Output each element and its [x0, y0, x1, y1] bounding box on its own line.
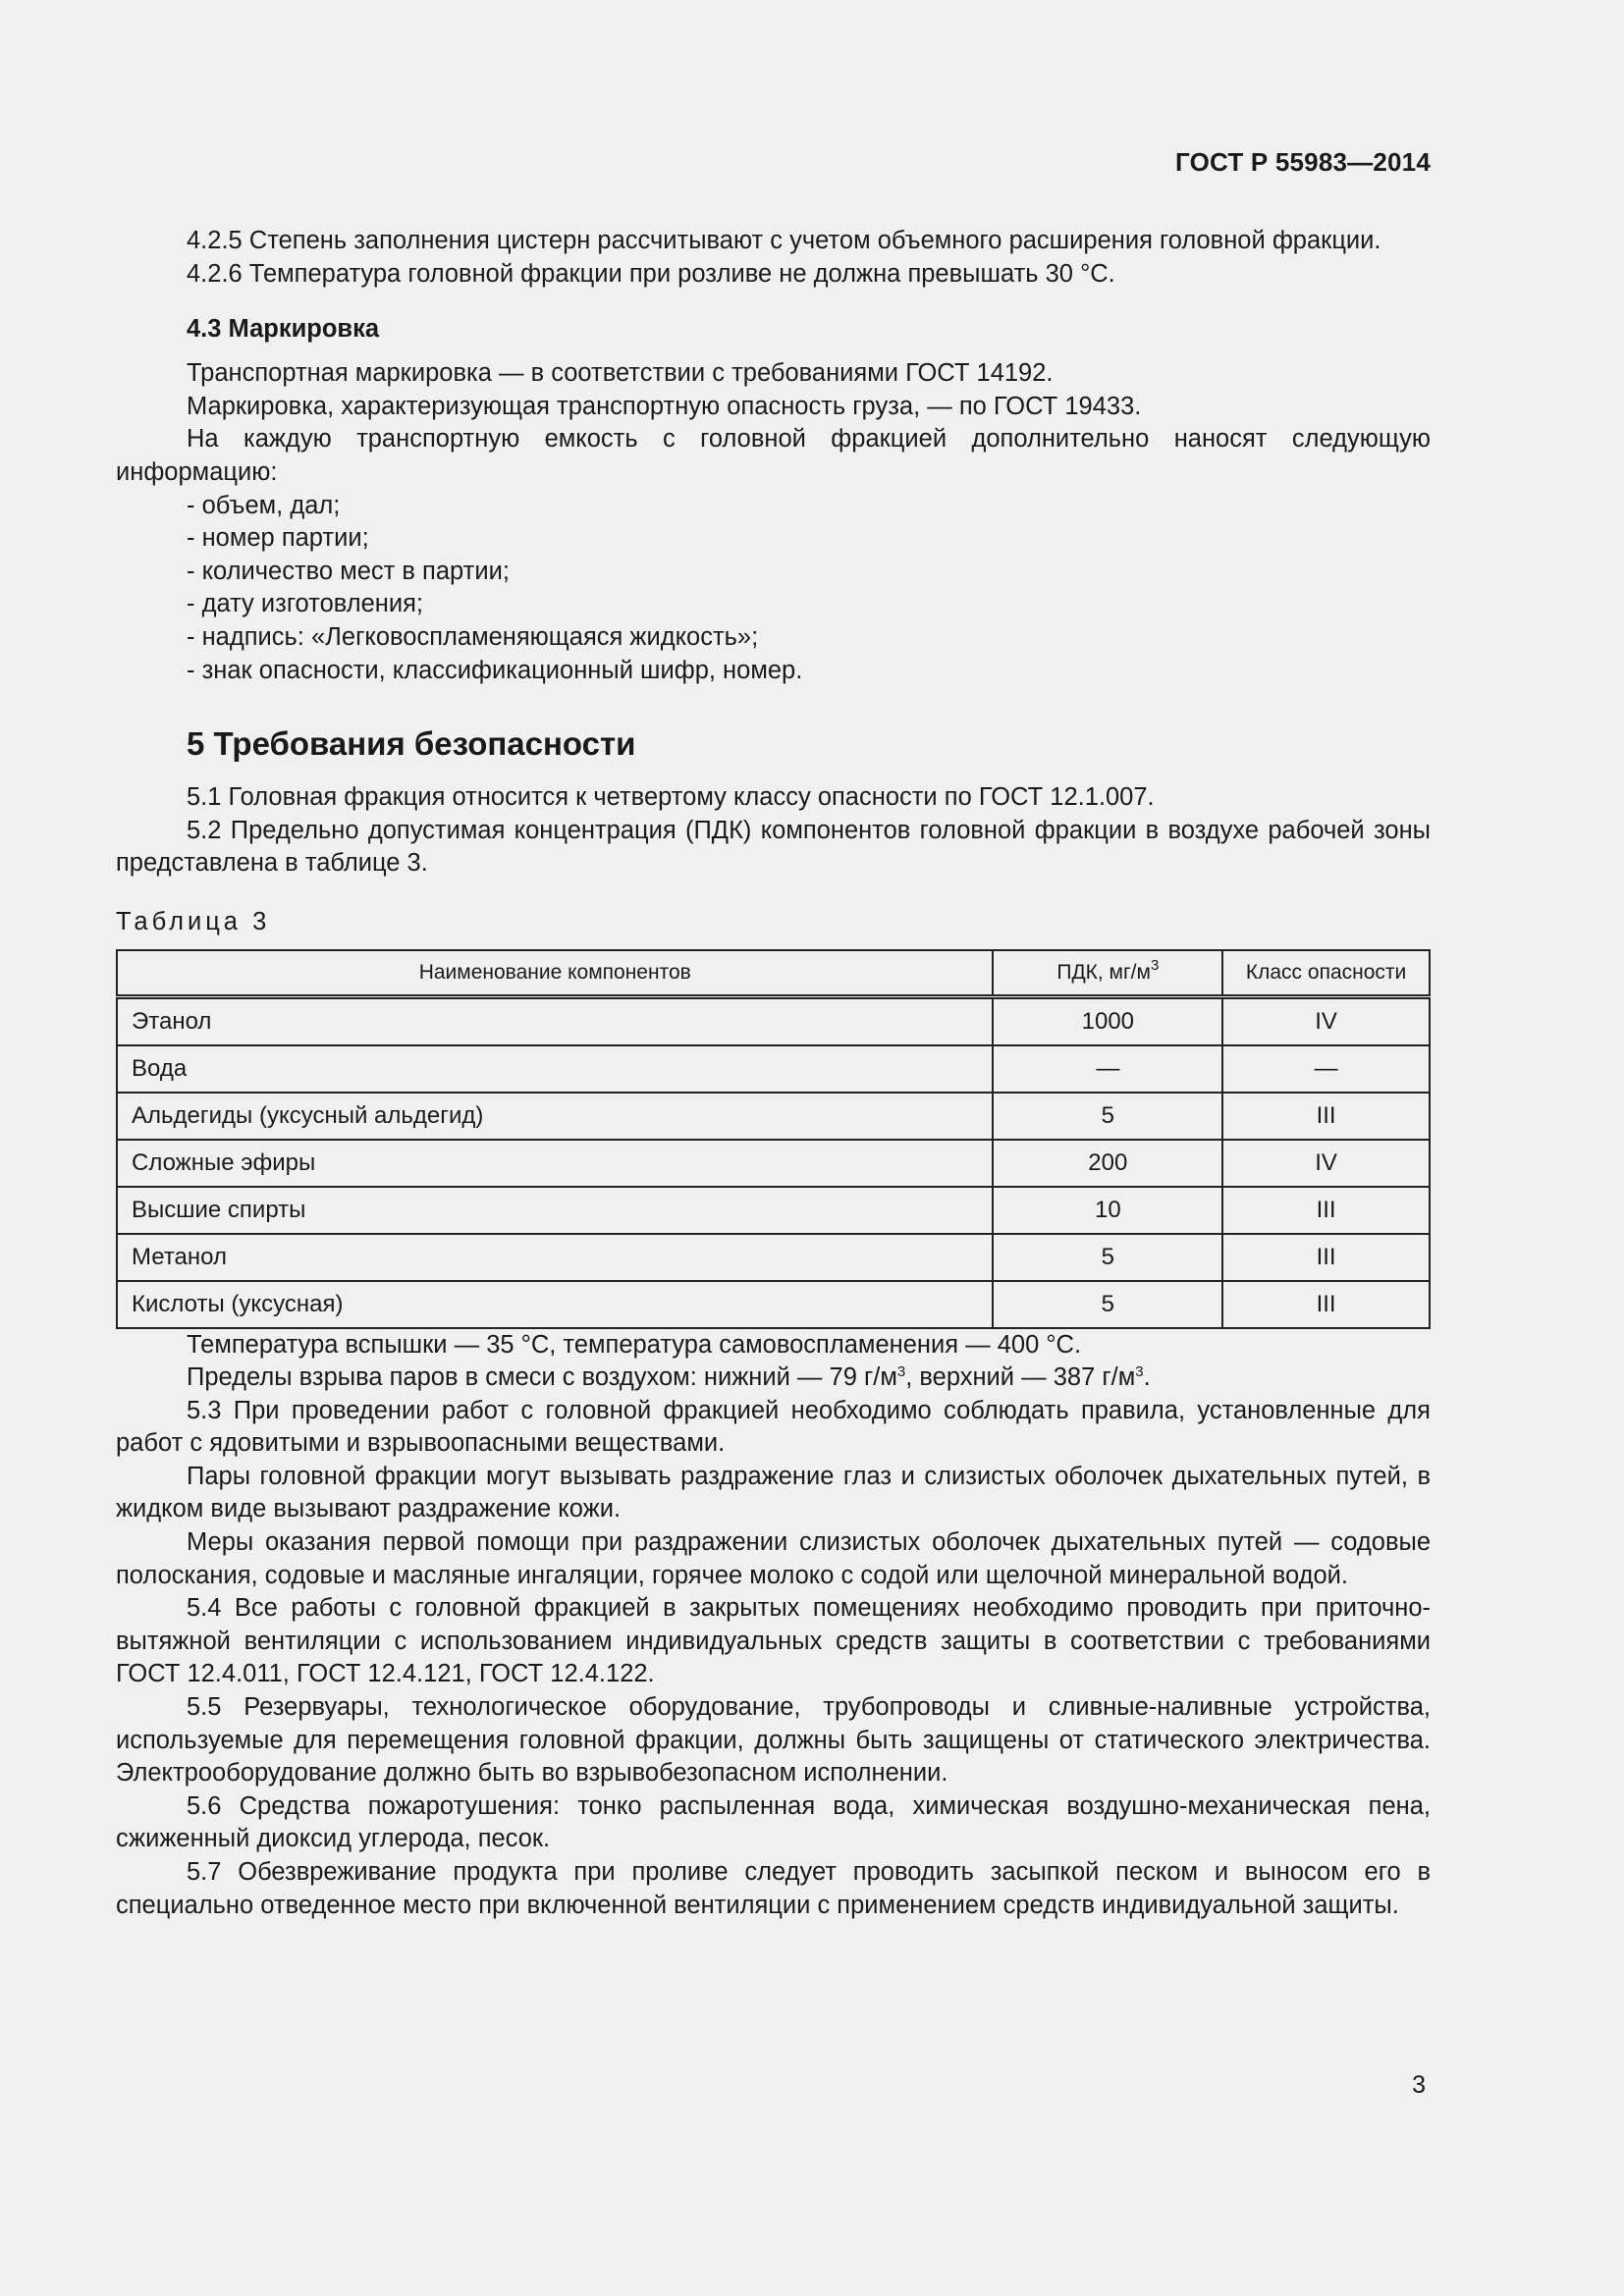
- pdk-value: 200: [993, 1140, 1222, 1187]
- explosion-text-c: .: [1143, 1363, 1151, 1392]
- paragraph-4-2-5: 4.2.5 Степень заполнения цистерн рассчитывают с учетом объемного расширения головной фракции.: [187, 227, 1381, 254]
- marking-paragraph: Маркировка, характеризующая транспортную опасность груза, — по ГОСТ 19433.: [187, 392, 1142, 420]
- paragraph-4-2-6: 4.2.6 Температура головной фракции при розливе не должна превышать 30 °С.: [187, 259, 1115, 288]
- table-header-row: [117, 950, 1430, 997]
- component-name: Альдегиды (уксусный альдегид): [117, 1093, 993, 1140]
- table-row: [117, 1093, 1430, 1140]
- vapors-paragraph: Пары головной фракции могут вызывать раздражение глаз и слизистых оболочек дыхательных путей, в жидком виде вызывают раздражение кожи.: [116, 1462, 1431, 1523]
- component-name: Высшие спирты: [117, 1187, 993, 1234]
- pdk-header-exponent: 3: [1150, 956, 1160, 974]
- marking-list-item: - дату изготовления;: [187, 590, 423, 618]
- marking-paragraph: На каждую транспортную емкость с головной фракцией дополнительно наносят следующую информацию:: [116, 425, 1431, 486]
- marking-list-item: - знак опасности, классификационный шифр, номер.: [187, 656, 803, 684]
- first-aid-paragraph: Меры оказания первой помощи при раздражении слизистых оболочек дыхательных путей — содовые полоскания, содовые и масляные ингаляции, горячее молоко с содой или щелочной минеральной водой.: [116, 1528, 1431, 1589]
- hazard-class: III: [1222, 1281, 1430, 1328]
- component-name: Кислоты (уксусная): [117, 1281, 993, 1328]
- paragraph-5-1: 5.1 Головная фракция относится к четвертому классу опасности по ГОСТ 12.1.007.: [187, 783, 1155, 812]
- table-row: [117, 1187, 1430, 1234]
- component-name: Вода: [117, 1045, 993, 1093]
- component-name: Этанол: [117, 996, 993, 1045]
- component-name: Сложные эфиры: [117, 1140, 993, 1187]
- pdk-value: —: [993, 1045, 1222, 1093]
- exponent: 3: [1135, 1363, 1144, 1381]
- column-header-pdk: [993, 950, 1222, 997]
- section-5-heading: 5 Требования безопасности: [187, 725, 636, 763]
- hazard-class: IV: [1222, 996, 1430, 1045]
- pdk-value: 5: [993, 1093, 1222, 1140]
- paragraph-5-4: 5.4 Все работы с головной фракцией в закрытых помещениях необходимо проводить при приточно-вытяжной вентиляции с использованием индивидуальных средств защиты в соответствии с требованиями ГОСТ 12.4.011, ГОСТ 12.4.121, ГОСТ 12.4.122.: [116, 1594, 1431, 1688]
- table-row: [117, 1140, 1430, 1187]
- hazard-class: III: [1222, 1093, 1430, 1140]
- component-name: Метанол: [117, 1234, 993, 1281]
- page-number: 3: [1412, 2071, 1426, 2099]
- table-row: [117, 1234, 1430, 1281]
- marking-list-item: - номер партии;: [187, 524, 369, 553]
- paragraph-5-7: 5.7 Обезвреживание продукта при проливе следует проводить засыпкой песком и выносом его в специально отведенное место при включенной вентиляции с применением средств индивидуальной защиты.: [116, 1858, 1431, 1919]
- marking-paragraph: Транспортная маркировка — в соответствии с требованиями ГОСТ 14192.: [187, 359, 1054, 388]
- pdk-value: 5: [993, 1234, 1222, 1281]
- pdk-value: 10: [993, 1187, 1222, 1234]
- table-3: [116, 949, 1431, 1329]
- pdk-value: 5: [993, 1281, 1222, 1328]
- exponent: 3: [896, 1363, 906, 1381]
- marking-list-item: - объем, дал;: [187, 491, 341, 519]
- section-4-3-heading: 4.3 Маркировка: [187, 315, 380, 344]
- table-row: [117, 996, 1430, 1045]
- column-header-hazard: Класс опасности: [1222, 950, 1430, 997]
- hazard-class: IV: [1222, 1140, 1430, 1187]
- marking-list-item: - количество мест в партии;: [187, 557, 510, 585]
- marking-list-item: - надпись: «Легковоспламеняющаяся жидкость»;: [187, 622, 759, 651]
- paragraph-5-6: 5.6 Средства пожаротушения: тонко распыленная вода, химическая воздушно-механическая пена, сжиженный диоксид углерода, песок.: [116, 1791, 1431, 1853]
- table-caption: Таблица 3: [116, 907, 271, 935]
- pdk-header-label: ПДК, мг/м: [1056, 960, 1151, 984]
- paragraph-5-5: 5.5 Резервуары, технологическое оборудование, трубопроводы и сливные-наливные устройства, используемые для перемещения головной фракции, должны быть защищены от статического электричества. Электрооборудование должно быть во взрывобезопасном исполнении.: [116, 1693, 1431, 1788]
- page-content: [116, 225, 1431, 1922]
- flash-point-paragraph: Температура вспышки — 35 °С, температура самовоспламенения — 400 °С.: [187, 1330, 1082, 1359]
- column-header-name: Наименование компонентов: [117, 950, 993, 997]
- explosion-text-a: Пределы взрыва паров в смеси с воздухом: нижний — 79 г/м: [187, 1363, 897, 1392]
- explosion-text-b: , верхний — 387 г/м: [905, 1363, 1136, 1392]
- explosion-limits-paragraph: [116, 1362, 1431, 1395]
- paragraph-5-3: 5.3 При проведении работ с головной фракцией необходимо соблюдать правила, установленные для работ с ядовитыми и взрывоопасными веществами.: [116, 1396, 1431, 1458]
- pdk-value: 1000: [993, 996, 1222, 1045]
- hazard-class: III: [1222, 1187, 1430, 1234]
- paragraph-5-2: 5.2 Предельно допустимая концентрация (ПДК) компонентов головной фракции в воздухе рабочей зоны представлена в таблице 3.: [116, 816, 1431, 878]
- hazard-class: III: [1222, 1234, 1430, 1281]
- table-row: [117, 1045, 1430, 1093]
- table-row: [117, 1281, 1430, 1328]
- document-code: ГОСТ Р 55983—2014: [1175, 147, 1431, 177]
- hazard-class: —: [1222, 1045, 1430, 1093]
